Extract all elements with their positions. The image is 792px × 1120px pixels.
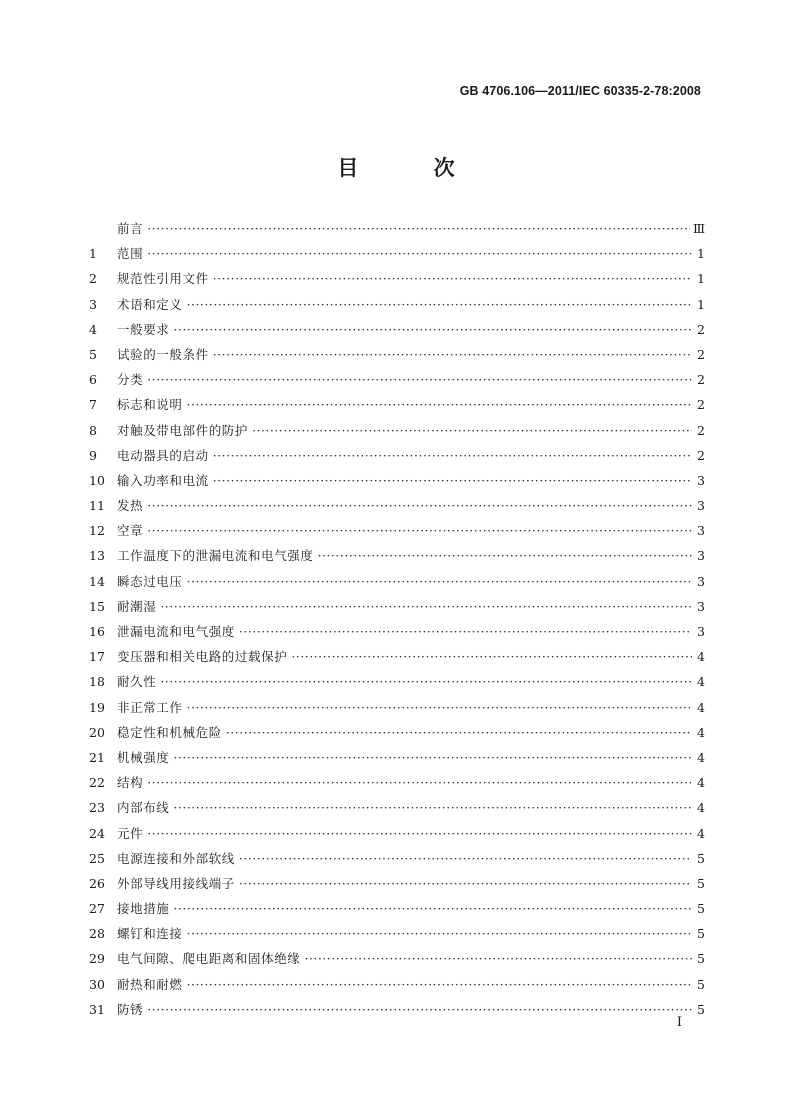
- toc-entry-title: 耐潮湿: [117, 598, 157, 614]
- toc-entry-number: 28: [89, 926, 105, 942]
- toc-entry[interactable]: [89, 846, 705, 871]
- toc-entry-page: 4: [697, 724, 705, 740]
- toc-entry[interactable]: [89, 946, 705, 971]
- toc-entry-title: 螺钉和连接: [117, 926, 183, 942]
- toc-entry-page: 5: [697, 1001, 705, 1017]
- toc-entry[interactable]: [89, 418, 705, 443]
- toc-entry-number: 3: [89, 296, 97, 312]
- toc-entry-title: 输入功率和电流: [117, 472, 209, 488]
- toc-entry[interactable]: [89, 216, 705, 241]
- toc-entry[interactable]: [89, 896, 705, 921]
- toc-entry-title: 机械强度: [117, 749, 170, 765]
- toc-entry-number: 27: [89, 901, 105, 917]
- toc-entry-page: 1: [697, 271, 705, 287]
- toc-dot-leader: [187, 921, 692, 946]
- toc-entry[interactable]: [89, 745, 705, 770]
- toc-entry-page: 5: [697, 951, 705, 967]
- toc-entry-number: 18: [89, 674, 105, 690]
- toc-entry-page: 1: [697, 246, 705, 262]
- toc-entry-page: Ⅲ: [692, 221, 705, 236]
- toc-entry-title: 接地措施: [117, 901, 170, 917]
- toc-entry-page: 4: [697, 825, 705, 841]
- toc-entry-title: 发热: [117, 498, 144, 514]
- toc-entry-title: 结构: [117, 775, 144, 791]
- page-title: 目 次: [337, 155, 489, 180]
- toc-entry-title: 内部布线: [117, 800, 170, 816]
- toc-dot-leader: [239, 871, 692, 896]
- toc-entry[interactable]: [89, 594, 705, 619]
- toc-entry-title: 对触及带电部件的防护: [117, 422, 249, 438]
- table-of-contents: [89, 216, 705, 1022]
- toc-entry[interactable]: [89, 669, 705, 694]
- toc-dot-leader: [239, 619, 692, 644]
- toc-entry-page: 3: [697, 548, 705, 564]
- toc-entry-number: 7: [89, 397, 97, 413]
- toc-entry-number: 2: [89, 271, 97, 287]
- page-number: I: [676, 1015, 682, 1030]
- toc-entry[interactable]: [89, 770, 705, 795]
- toc-entry-page: 5: [697, 901, 705, 917]
- toc-dot-leader: [187, 569, 692, 594]
- toc-entry-page: 4: [697, 699, 705, 715]
- toc-entry-page: 2: [697, 321, 705, 337]
- toc-dot-leader: [239, 846, 692, 871]
- toc-entry-title: 变压器和相关电路的过载保护: [117, 649, 288, 665]
- toc-entry-page: 5: [697, 976, 705, 992]
- toc-entry-title: 电源连接和外部软线: [117, 850, 235, 866]
- toc-dot-leader: [318, 543, 692, 568]
- toc-entry[interactable]: [89, 821, 705, 846]
- toc-entry[interactable]: [89, 619, 705, 644]
- toc-entry[interactable]: [89, 972, 705, 997]
- toc-entry-title: 规范性引用文件: [117, 271, 209, 287]
- toc-entry-number: 30: [89, 976, 105, 992]
- toc-dot-leader: [147, 770, 692, 795]
- toc-dot-leader: [173, 745, 692, 770]
- toc-entry[interactable]: [89, 543, 705, 568]
- toc-entry-number: 24: [89, 825, 105, 841]
- toc-entry-page: 2: [697, 447, 705, 463]
- toc-entry-number: 22: [89, 775, 105, 791]
- toc-entry-title: 元件: [117, 825, 144, 841]
- toc-entry-title: 防锈: [117, 1001, 144, 1017]
- toc-entry-number: 14: [89, 573, 105, 589]
- toc-entry-title: 空章: [117, 523, 144, 539]
- toc-entry[interactable]: [89, 644, 705, 669]
- toc-entry[interactable]: [89, 266, 705, 291]
- toc-dot-leader: [147, 493, 692, 518]
- toc-entry-number: 12: [89, 523, 105, 539]
- toc-dot-leader: [160, 594, 692, 619]
- toc-entry-number: 6: [89, 372, 97, 388]
- toc-dot-leader: [147, 241, 692, 266]
- toc-entry-number: 26: [89, 875, 105, 891]
- toc-dot-leader: [173, 896, 692, 921]
- toc-entry-number: 15: [89, 598, 105, 614]
- toc-entry[interactable]: [89, 871, 705, 896]
- toc-entry-page: 2: [697, 397, 705, 413]
- toc-entry-title: 瞬态过电压: [117, 573, 183, 589]
- toc-dot-leader: [160, 669, 692, 694]
- toc-entry[interactable]: [89, 241, 705, 266]
- toc-entry-number: 5: [89, 346, 97, 362]
- toc-entry-title: 前言: [117, 221, 144, 236]
- toc-entry-page: 2: [697, 372, 705, 388]
- toc-entry-number: 11: [89, 498, 105, 514]
- toc-entry[interactable]: [89, 569, 705, 594]
- toc-dot-leader: [252, 418, 692, 443]
- toc-entry-title: 外部导线用接线端子: [117, 875, 235, 891]
- toc-dot-leader: [147, 216, 690, 241]
- toc-dot-leader: [187, 392, 692, 417]
- toc-entry-number: 4: [89, 321, 97, 337]
- toc-entry-page: 5: [697, 850, 705, 866]
- toc-entry-title: 一般要求: [117, 321, 170, 337]
- toc-entry[interactable]: [89, 342, 705, 367]
- toc-entry-number: 23: [89, 800, 105, 816]
- toc-entry[interactable]: [89, 443, 705, 468]
- toc-entry-page: 4: [697, 800, 705, 816]
- standard-number-header: GB 4706.106—2011/IEC 60335-2-78:2008: [459, 84, 701, 98]
- toc-entry-title: 稳定性和机械危险: [117, 724, 222, 740]
- toc-entry-title: 试验的一般条件: [117, 346, 209, 362]
- toc-entry[interactable]: [89, 997, 705, 1022]
- toc-entry[interactable]: [89, 695, 705, 720]
- toc-dot-leader: [213, 266, 692, 291]
- toc-entry[interactable]: [89, 795, 705, 820]
- toc-entry-page: 3: [697, 573, 705, 589]
- toc-entry-number: 16: [89, 624, 105, 639]
- toc-entry-page: 5: [697, 926, 705, 942]
- toc-entry-page: 3: [697, 523, 705, 539]
- toc-entry-title: 耐久性: [117, 674, 157, 690]
- toc-dot-leader: [213, 342, 692, 367]
- toc-entry-page: 4: [697, 649, 705, 665]
- toc-entry-page: 3: [697, 624, 705, 639]
- toc-dot-leader: [173, 795, 692, 820]
- toc-dot-leader: [147, 518, 692, 543]
- toc-entry[interactable]: [89, 921, 705, 946]
- toc-entry-number: 29: [89, 951, 105, 967]
- toc-entry[interactable]: [89, 468, 705, 493]
- toc-entry[interactable]: [89, 367, 705, 392]
- toc-dot-leader: [187, 695, 692, 720]
- toc-entry-page: 2: [697, 422, 705, 438]
- toc-dot-leader: [304, 946, 692, 971]
- toc-entry-page: 4: [697, 775, 705, 791]
- toc-entry-number: 31: [89, 1001, 105, 1017]
- toc-entry-number: 25: [89, 850, 105, 866]
- toc-entry-title: 电动器具的启动: [117, 447, 209, 463]
- toc-entry-number: 20: [89, 724, 105, 740]
- toc-dot-leader: [226, 720, 692, 745]
- toc-entry-number: 19: [89, 699, 105, 715]
- toc-entry-page: 3: [697, 472, 705, 488]
- toc-entry-page: 3: [697, 598, 705, 614]
- toc-entry-title: 范围: [117, 246, 144, 262]
- toc-entry[interactable]: [89, 317, 705, 342]
- toc-entry-page: 2: [697, 346, 705, 362]
- toc-entry-title: 术语和定义: [117, 296, 183, 312]
- toc-entry-title: 分类: [117, 372, 144, 388]
- toc-entry[interactable]: [89, 720, 705, 745]
- toc-dot-leader: [147, 821, 692, 846]
- toc-entry-number: 21: [89, 749, 105, 765]
- toc-dot-leader: [187, 292, 692, 317]
- toc-entry[interactable]: [89, 392, 705, 417]
- toc-entry-title: 耐热和耐燃: [117, 976, 183, 992]
- toc-entry-title: 工作温度下的泄漏电流和电气强度: [117, 548, 314, 564]
- toc-entry-number: 9: [89, 447, 97, 463]
- toc-dot-leader: [147, 997, 692, 1022]
- toc-entry-page: 3: [697, 498, 705, 514]
- toc-entry-number: 1: [89, 246, 97, 262]
- toc-entry-number: 8: [89, 422, 97, 438]
- toc-dot-leader: [213, 468, 692, 493]
- toc-entry-number: 13: [89, 548, 105, 564]
- toc-entry[interactable]: [89, 493, 705, 518]
- toc-entry-title: 泄漏电流和电气强度: [117, 624, 235, 639]
- toc-entry[interactable]: [89, 292, 705, 317]
- toc-entry-title: 标志和说明: [117, 397, 183, 413]
- toc-dot-leader: [213, 443, 692, 468]
- toc-dot-leader: [291, 644, 692, 669]
- toc-entry-title: 电气间隙、爬电距离和固体绝缘: [117, 951, 301, 967]
- toc-dot-leader: [187, 972, 692, 997]
- toc-entry[interactable]: [89, 518, 705, 543]
- toc-entry-title: 非正常工作: [117, 699, 183, 715]
- toc-entry-number: 10: [89, 472, 105, 488]
- toc-entry-page: 5: [697, 875, 705, 891]
- toc-dot-leader: [147, 367, 692, 392]
- toc-entry-page: 4: [697, 749, 705, 765]
- toc-entry-page: 1: [697, 296, 705, 312]
- toc-entry-page: 4: [697, 674, 705, 690]
- toc-entry-number: 17: [89, 649, 105, 665]
- toc-dot-leader: [173, 317, 692, 342]
